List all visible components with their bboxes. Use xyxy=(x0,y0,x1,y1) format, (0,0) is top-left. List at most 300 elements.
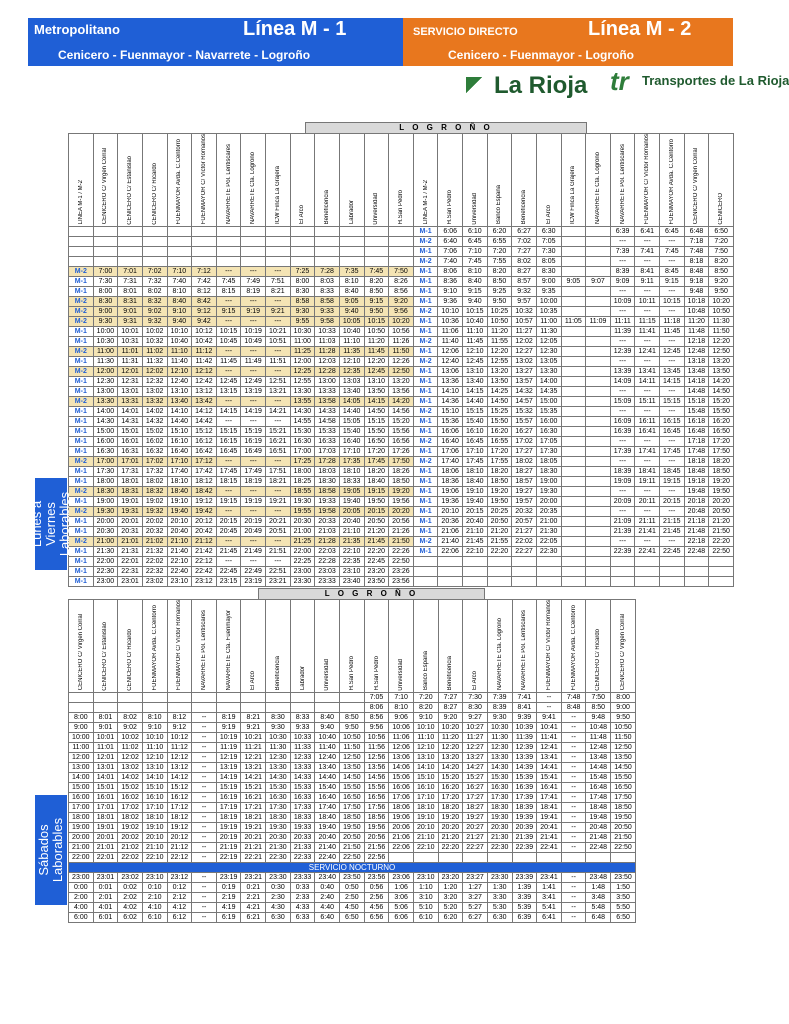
table-row xyxy=(69,773,636,783)
time-cell: 12:50 xyxy=(340,753,365,763)
time-cell: 2:56 xyxy=(364,893,389,903)
time-cell: 14:20 xyxy=(389,397,414,407)
time-cell: 12:31 xyxy=(118,377,143,387)
time-cell: 7:30 xyxy=(536,247,561,257)
time-cell: 7:48 xyxy=(561,693,586,703)
time-cell: 13:02 xyxy=(118,763,143,773)
time-cell: 14:10 xyxy=(438,387,463,397)
time-cell: 7:45 xyxy=(216,277,241,287)
time-cell: 14:48 xyxy=(586,763,611,773)
time-cell: 17:01 xyxy=(93,803,118,813)
time-cell: 15:21 xyxy=(241,783,266,793)
time-cell: 8:02 xyxy=(118,713,143,723)
tr-icon: tr xyxy=(610,66,629,96)
time-cell: 12:00 xyxy=(69,753,94,763)
time-cell: 19:33 xyxy=(290,823,315,833)
time-cell: 13:21 xyxy=(266,387,291,397)
time-cell: 14:12 xyxy=(167,773,192,783)
time-cell: 10:01 xyxy=(118,327,143,337)
time-cell xyxy=(561,387,586,397)
table-row xyxy=(69,287,734,297)
time-cell xyxy=(364,247,389,257)
time-cell: 21:41 xyxy=(537,833,562,843)
column-header: FUENMAYOR Avda. C.Centorro xyxy=(660,134,685,227)
time-cell: 11:30 xyxy=(266,743,291,753)
time-cell: -- xyxy=(537,703,562,713)
time-cell: 7:20 xyxy=(709,237,734,247)
time-cell: 13:01 xyxy=(118,387,143,397)
time-cell: --- xyxy=(266,297,291,307)
time-cell: 10:15 xyxy=(364,317,389,327)
time-cell: 8:05 xyxy=(536,257,561,267)
time-cell: 21:10 xyxy=(142,843,167,853)
time-cell: 15:50 xyxy=(709,407,734,417)
time-cell: -- xyxy=(192,903,217,913)
time-cell: 22:50 xyxy=(709,547,734,557)
time-cell: 14:32 xyxy=(512,387,537,397)
time-cell xyxy=(586,287,611,297)
time-cell: 10:39 xyxy=(512,723,537,733)
time-cell: 13:48 xyxy=(586,753,611,763)
time-cell: 10:10 xyxy=(438,307,463,317)
time-cell: 9:48 xyxy=(684,287,709,297)
time-cell: 7:50 xyxy=(709,247,734,257)
time-cell: 22:28 xyxy=(315,557,340,567)
column-header: El Arco xyxy=(290,134,315,227)
column-header: CENICERO C/ Estanislao xyxy=(93,600,118,693)
time-cell: 16:41 xyxy=(635,427,660,437)
time-cell: 8:10 xyxy=(339,277,364,287)
time-cell: 11:31 xyxy=(118,357,143,367)
time-cell: 17:02 xyxy=(118,803,143,813)
time-cell: 6:10 xyxy=(413,913,438,923)
time-cell: 12:45 xyxy=(660,347,685,357)
time-cell: 20:56 xyxy=(364,833,389,843)
time-cell: 12:27 xyxy=(512,347,537,357)
column-header: FUENMAYOR C/ Víctor Romanos xyxy=(167,600,192,693)
time-cell: 18:06 xyxy=(389,803,414,813)
time-cell: --- xyxy=(610,237,635,247)
time-cell: 18:50 xyxy=(487,477,512,487)
time-cell xyxy=(315,237,340,247)
time-cell: 17:50 xyxy=(611,793,636,803)
time-cell: 17:33 xyxy=(290,803,315,813)
time-cell: 22:10 xyxy=(167,557,192,567)
time-cell: 6:40 xyxy=(438,237,463,247)
time-cell: 23:56 xyxy=(364,873,389,883)
time-cell: 14:30 xyxy=(93,417,118,427)
table-row xyxy=(69,833,636,843)
time-cell: 13:12 xyxy=(167,763,192,773)
time-cell: 14:12 xyxy=(192,407,217,417)
time-cell: 20:33 xyxy=(290,833,315,843)
time-cell: -- xyxy=(192,803,217,813)
column-header: LINEA M-1 / M-2 xyxy=(69,134,94,227)
time-cell: 18:40 xyxy=(463,477,488,487)
table-row xyxy=(69,703,636,713)
time-cell xyxy=(586,387,611,397)
time-cell: 13:33 xyxy=(315,387,340,397)
time-cell: 20:09 xyxy=(610,497,635,507)
time-cell: 2:12 xyxy=(167,893,192,903)
time-cell: 22:48 xyxy=(586,843,611,853)
column-header: El Arco xyxy=(463,600,488,693)
time-cell xyxy=(389,853,414,863)
time-cell: 16:10 xyxy=(413,783,438,793)
time-cell xyxy=(586,407,611,417)
time-cell: 15:00 xyxy=(93,427,118,437)
time-cell: 12:41 xyxy=(635,347,660,357)
time-cell: 11:12 xyxy=(167,743,192,753)
column-header: NAVARRETE Cta. Logroño xyxy=(241,134,266,227)
time-cell: 21:28 xyxy=(315,537,340,547)
time-cell: 16:01 xyxy=(118,437,143,447)
time-cell: 4:56 xyxy=(364,903,389,913)
time-cell: 17:40 xyxy=(438,457,463,467)
time-cell: 8:06 xyxy=(438,267,463,277)
time-cell: 18:56 xyxy=(364,813,389,823)
time-cell: 12:20 xyxy=(487,347,512,357)
table-row xyxy=(69,227,734,237)
time-cell: 14:40 xyxy=(315,773,340,783)
time-cell xyxy=(93,693,118,703)
time-cell: 17:10 xyxy=(339,447,364,457)
time-cell: 22:39 xyxy=(610,547,635,557)
time-cell: M-2 xyxy=(413,337,438,347)
time-cell: 18:41 xyxy=(635,467,660,477)
time-cell: 13:20 xyxy=(709,357,734,367)
time-cell: 1:30 xyxy=(487,883,512,893)
time-cell xyxy=(192,703,217,713)
time-cell: 12:20 xyxy=(364,357,389,367)
time-cell: 11:40 xyxy=(167,357,192,367)
time-cell: 13:19 xyxy=(216,763,241,773)
time-cell xyxy=(561,337,586,347)
time-cell: 22:50 xyxy=(340,853,365,863)
column-header: NAVARRETE Pol. Lentiscares xyxy=(216,134,241,227)
time-cell: 7:27 xyxy=(512,247,537,257)
time-cell: 8:18 xyxy=(684,257,709,267)
time-cell: 19:36 xyxy=(438,497,463,507)
time-cell: 20:19 xyxy=(216,833,241,843)
time-cell: 16:48 xyxy=(684,427,709,437)
time-cell: 12:28 xyxy=(315,367,340,377)
time-cell: 8:27 xyxy=(512,267,537,277)
time-cell: 20:48 xyxy=(684,507,709,517)
time-cell: 18:05 xyxy=(536,457,561,467)
time-cell: 15:50 xyxy=(364,427,389,437)
time-cell: 21:20 xyxy=(364,527,389,537)
time-cell: 18:10 xyxy=(413,803,438,813)
time-cell: 18:19 xyxy=(216,813,241,823)
time-cell xyxy=(389,247,414,257)
time-cell: 17:32 xyxy=(142,467,167,477)
time-cell: 6:41 xyxy=(537,913,562,923)
time-cell: 20:01 xyxy=(118,517,143,527)
time-cell: 9:32 xyxy=(512,287,537,297)
time-cell: 14:00 xyxy=(69,773,94,783)
time-cell: 12:41 xyxy=(537,743,562,753)
time-cell: 6:00 xyxy=(69,913,94,923)
table-row xyxy=(69,693,636,703)
time-cell: 8:30 xyxy=(290,287,315,297)
time-cell xyxy=(266,227,291,237)
time-cell: 8:50 xyxy=(709,267,734,277)
time-cell xyxy=(142,693,167,703)
time-cell xyxy=(561,457,586,467)
time-cell: 17:10 xyxy=(463,447,488,457)
time-cell: 23:20 xyxy=(438,873,463,883)
time-cell: 16:27 xyxy=(463,783,488,793)
time-cell: 12:40 xyxy=(315,753,340,763)
time-cell xyxy=(512,853,537,863)
time-cell: --- xyxy=(241,267,266,277)
time-cell xyxy=(561,567,586,577)
time-cell: 12:45 xyxy=(463,357,488,367)
time-cell: 19:15 xyxy=(660,477,685,487)
time-cell: --- xyxy=(610,437,635,447)
time-cell: M-2 xyxy=(413,407,438,417)
time-cell xyxy=(69,257,94,267)
time-cell: 9:11 xyxy=(635,277,660,287)
time-cell: 16:40 xyxy=(339,437,364,447)
column-header: CENICERO C/ Ricardo xyxy=(118,600,143,693)
time-cell: 16:39 xyxy=(512,783,537,793)
time-cell: 21:02 xyxy=(142,537,167,547)
time-cell: 19:58 xyxy=(315,507,340,517)
time-cell xyxy=(586,487,611,497)
time-cell: 15:20 xyxy=(389,417,414,427)
time-cell: 8:33 xyxy=(290,713,315,723)
time-cell xyxy=(512,557,537,567)
time-cell: 22:50 xyxy=(611,843,636,853)
time-cell xyxy=(586,327,611,337)
time-cell: --- xyxy=(216,297,241,307)
time-cell: 0:33 xyxy=(290,883,315,893)
time-cell: M-1 xyxy=(69,517,94,527)
time-cell xyxy=(389,237,414,247)
time-cell: 14:57 xyxy=(512,397,537,407)
time-cell xyxy=(167,693,192,703)
time-cell: M-1 xyxy=(413,517,438,527)
time-cell xyxy=(487,577,512,587)
time-cell: 22:30 xyxy=(93,567,118,577)
time-cell: 18:31 xyxy=(118,487,143,497)
time-cell: 4:00 xyxy=(69,903,94,913)
time-cell: 9:27 xyxy=(463,713,488,723)
time-cell: 4:10 xyxy=(142,903,167,913)
time-cell xyxy=(561,507,586,517)
time-cell: 21:10 xyxy=(339,527,364,537)
table-row xyxy=(69,327,734,337)
time-cell: 13:40 xyxy=(463,377,488,387)
time-cell: 20:06 xyxy=(389,823,414,833)
time-cell xyxy=(364,227,389,237)
time-cell: 19:02 xyxy=(142,497,167,507)
time-cell: 21:10 xyxy=(167,537,192,547)
time-cell: 14:10 xyxy=(167,407,192,417)
time-cell: 13:36 xyxy=(438,377,463,387)
time-cell: 13:30 xyxy=(93,397,118,407)
line-title: Línea M - 1 xyxy=(243,18,347,40)
time-cell: 8:39 xyxy=(610,267,635,277)
time-cell: 6:50 xyxy=(611,913,636,923)
time-cell: 23:21 xyxy=(266,577,291,587)
time-cell: 15:40 xyxy=(315,783,340,793)
time-cell xyxy=(660,567,685,577)
time-cell: 23:10 xyxy=(339,567,364,577)
time-cell xyxy=(709,557,734,567)
time-cell: 21:45 xyxy=(463,537,488,547)
time-cell: 20:39 xyxy=(512,823,537,833)
time-cell: 13:15 xyxy=(216,387,241,397)
table-row xyxy=(69,713,636,723)
time-cell: 16:20 xyxy=(487,427,512,437)
time-cell: 21:10 xyxy=(463,527,488,537)
time-cell: 13:10 xyxy=(142,763,167,773)
time-cell xyxy=(167,703,192,713)
time-cell: 20:10 xyxy=(142,833,167,843)
time-cell: 18:10 xyxy=(142,813,167,823)
time-cell: 16:00 xyxy=(93,437,118,447)
time-cell xyxy=(142,227,167,237)
time-cell: 20:10 xyxy=(167,517,192,527)
time-cell: 10:27 xyxy=(463,723,488,733)
time-cell: 8:00 xyxy=(290,277,315,287)
time-cell: 13:56 xyxy=(389,387,414,397)
table-row xyxy=(69,753,636,763)
time-cell: 6:30 xyxy=(266,913,291,923)
time-cell: 11:30 xyxy=(93,357,118,367)
time-cell: 23:12 xyxy=(167,873,192,883)
time-cell: --- xyxy=(660,387,685,397)
time-cell: M-2 xyxy=(413,537,438,547)
time-cell: -- xyxy=(192,713,217,723)
column-header: Universidad xyxy=(389,600,414,693)
time-cell: --- xyxy=(216,347,241,357)
time-cell: 7:20 xyxy=(487,247,512,257)
time-cell: 23:02 xyxy=(118,873,143,883)
time-cell: 9:07 xyxy=(586,277,611,287)
time-cell: M-2 xyxy=(413,457,438,467)
time-cell: --- xyxy=(241,347,266,357)
time-cell: 14:11 xyxy=(635,377,660,387)
time-cell: 5:48 xyxy=(586,903,611,913)
time-cell: 14:20 xyxy=(438,763,463,773)
time-cell: 11:12 xyxy=(192,347,217,357)
time-cell: 9:10 xyxy=(167,307,192,317)
time-cell: 20:15 xyxy=(660,497,685,507)
time-cell: 7:06 xyxy=(438,247,463,257)
time-cell: 8:56 xyxy=(389,287,414,297)
time-cell xyxy=(438,557,463,567)
time-cell: 16:30 xyxy=(266,793,291,803)
time-cell: 21:19 xyxy=(216,843,241,853)
time-cell: 22:19 xyxy=(216,853,241,863)
time-cell: 18:18 xyxy=(684,457,709,467)
time-cell: 8:00 xyxy=(93,287,118,297)
time-cell: 21:00 xyxy=(536,517,561,527)
time-cell: -- xyxy=(561,913,586,923)
time-cell: 14:06 xyxy=(389,763,414,773)
time-cell: M-1 xyxy=(413,547,438,557)
time-cell: 11:50 xyxy=(611,733,636,743)
time-cell: M-1 xyxy=(69,417,94,427)
time-cell: M-1 xyxy=(69,287,94,297)
time-cell: 22:49 xyxy=(241,567,266,577)
time-cell: 9:40 xyxy=(463,297,488,307)
time-cell: 21:26 xyxy=(389,527,414,537)
time-cell: 7:39 xyxy=(487,693,512,703)
time-cell xyxy=(586,437,611,447)
column-header: H.San Pedro xyxy=(340,600,365,693)
time-cell: 22:10 xyxy=(339,547,364,557)
time-cell: 14:27 xyxy=(463,763,488,773)
time-cell: M-1 xyxy=(413,267,438,277)
time-cell: 13:27 xyxy=(512,367,537,377)
time-cell: -- xyxy=(561,823,586,833)
table-row xyxy=(69,873,636,883)
time-cell: --- xyxy=(610,257,635,267)
time-cell xyxy=(586,467,611,477)
time-cell: 11:27 xyxy=(463,733,488,743)
time-cell: 16:31 xyxy=(118,447,143,457)
time-cell xyxy=(561,237,586,247)
time-cell: 18:45 xyxy=(660,467,685,477)
time-cell: 9:40 xyxy=(339,307,364,317)
time-cell: 19:50 xyxy=(340,823,365,833)
time-cell: 21:50 xyxy=(389,537,414,547)
time-cell: 10:30 xyxy=(290,327,315,337)
time-cell: 23:01 xyxy=(93,873,118,883)
time-cell: 6:02 xyxy=(118,913,143,923)
time-cell: 22:31 xyxy=(118,567,143,577)
time-cell: 15:12 xyxy=(167,783,192,793)
table-row xyxy=(69,557,734,567)
time-cell: 20:15 xyxy=(216,517,241,527)
time-cell: 22:10 xyxy=(463,547,488,557)
table-row xyxy=(69,893,636,903)
time-cell: 22:41 xyxy=(537,843,562,853)
table-row xyxy=(69,487,734,497)
time-cell: 15:40 xyxy=(339,427,364,437)
time-cell: 14:58 xyxy=(315,417,340,427)
time-cell: -- xyxy=(192,723,217,733)
time-cell: 10:48 xyxy=(684,307,709,317)
time-cell: 5:30 xyxy=(487,903,512,913)
time-cell: 14:50 xyxy=(364,407,389,417)
table-row xyxy=(69,733,636,743)
time-cell: 8:00 xyxy=(69,713,94,723)
time-cell: 9:20 xyxy=(709,277,734,287)
time-cell: 8:20 xyxy=(487,267,512,277)
time-cell: 16:45 xyxy=(216,447,241,457)
time-cell: 19:30 xyxy=(93,507,118,517)
time-cell xyxy=(69,247,94,257)
time-cell: M-1 xyxy=(413,227,438,237)
table-row xyxy=(69,843,636,853)
time-cell xyxy=(684,567,709,577)
time-cell: 22:03 xyxy=(315,547,340,557)
time-cell: 13:50 xyxy=(364,387,389,397)
time-cell: 12:42 xyxy=(192,377,217,387)
time-cell: M-2 xyxy=(69,487,94,497)
time-cell: 13:18 xyxy=(684,357,709,367)
time-cell: 11:30 xyxy=(487,733,512,743)
time-cell: --- xyxy=(216,557,241,567)
time-cell: 11:28 xyxy=(315,347,340,357)
time-cell: M-1 xyxy=(413,327,438,337)
